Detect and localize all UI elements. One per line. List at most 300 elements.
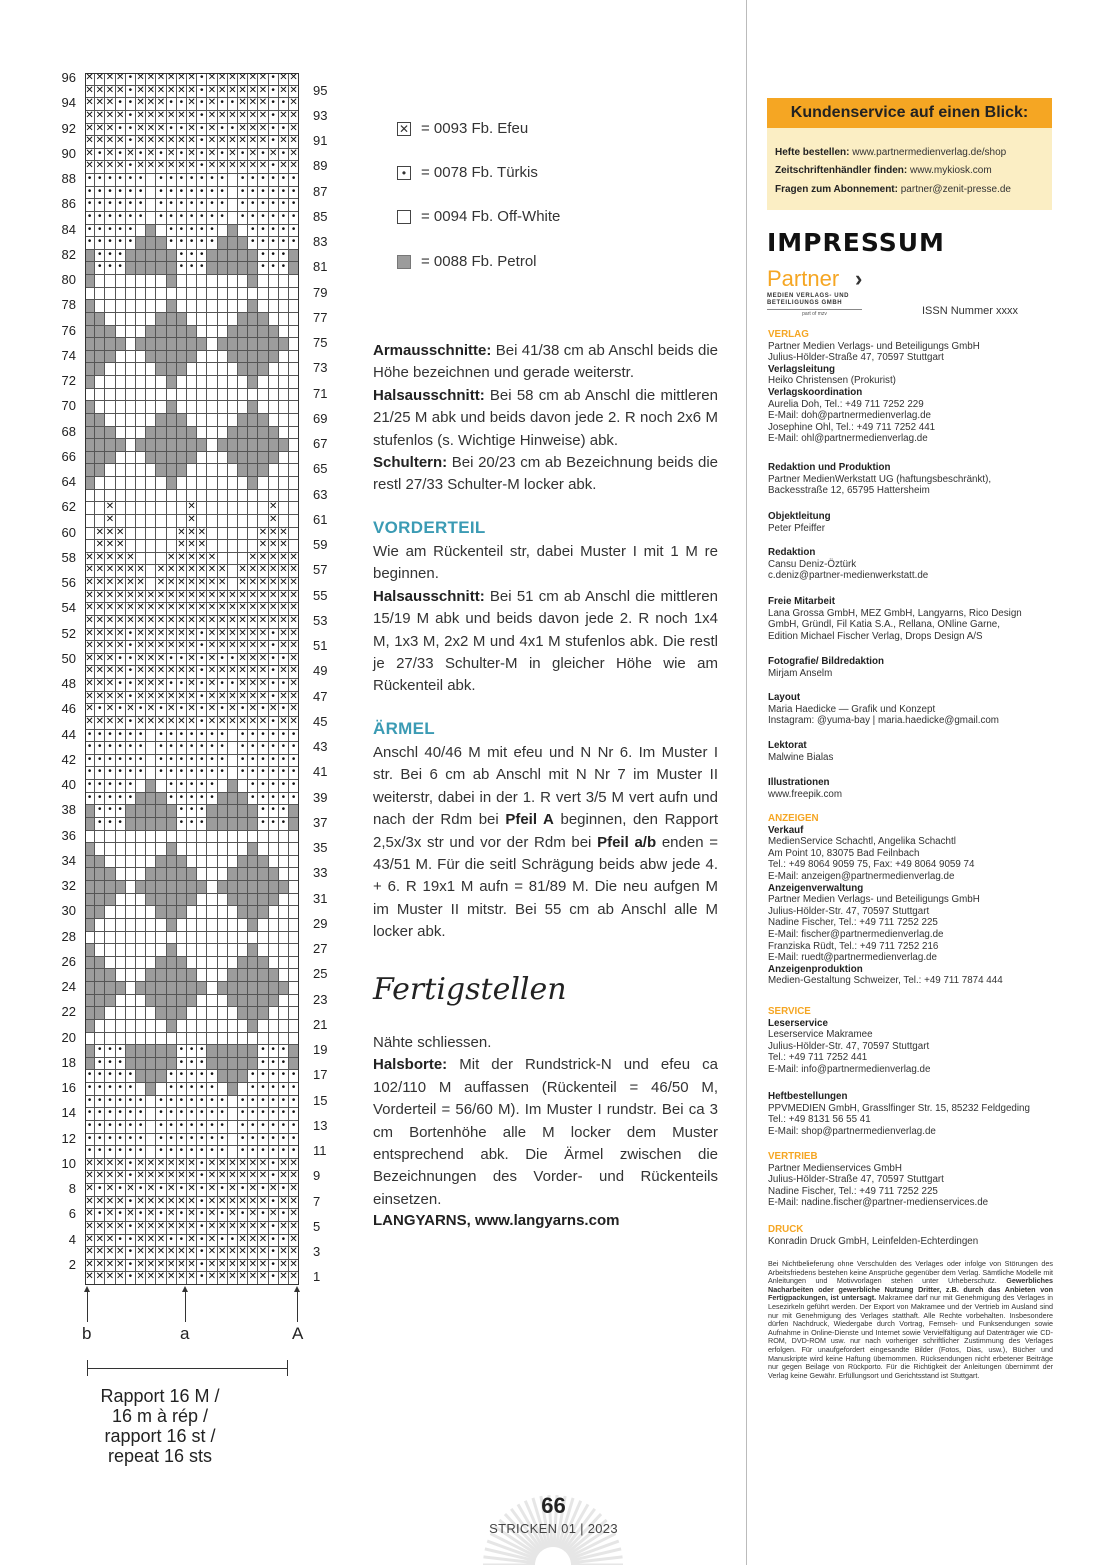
- chart-cell: •: [95, 730, 105, 743]
- chart-cell: [116, 1033, 126, 1046]
- chart-cell: [207, 439, 217, 452]
- row-number-left: 92: [61, 120, 76, 136]
- chart-cell: •: [156, 704, 166, 717]
- impressum-line: Edition Michael Fischer Verlag, Drops Design A/S: [768, 630, 983, 642]
- chart-cell: [228, 363, 238, 376]
- chart-cell: ✕: [156, 1260, 166, 1273]
- chart-cell: ✕: [197, 565, 207, 578]
- chart-cell: [177, 843, 187, 856]
- chart-cell: [85, 982, 95, 995]
- chart-cell: •: [95, 1045, 105, 1058]
- chart-cell: •: [177, 174, 187, 187]
- chart-cell: [146, 1083, 156, 1096]
- row-number-right: 47: [313, 688, 328, 704]
- chart-cell: •: [269, 767, 279, 780]
- chart-cell: •: [126, 641, 136, 654]
- repeat-label-line: repeat 16 sts: [107, 1446, 213, 1466]
- chart-cell: [136, 856, 146, 869]
- chart-cell: [238, 1033, 248, 1046]
- chart-cell: ✕: [207, 666, 217, 679]
- chart-cell: •: [269, 1222, 279, 1235]
- chart-cell: [136, 868, 146, 881]
- chart-cell: •: [95, 805, 105, 818]
- chart-cell: ✕: [248, 1235, 258, 1248]
- chart-cell: [136, 452, 146, 465]
- chart-cell: •: [116, 149, 126, 162]
- chart-cell: ✕: [248, 603, 258, 616]
- chart-cell: [228, 995, 238, 1008]
- chart-cell: [218, 881, 228, 894]
- chart-cell: [279, 995, 289, 1008]
- chart-cell: •: [187, 187, 197, 200]
- chart-cell: [238, 288, 248, 301]
- chart-cell: ✕: [187, 86, 197, 99]
- chart-cell: ✕: [95, 111, 105, 124]
- row-number-right: 83: [313, 234, 328, 250]
- row-number-left: 10: [61, 1155, 76, 1171]
- impressum-line: c.deniz@partner-medienwerkstatt.de: [768, 570, 929, 582]
- chart-cell: ✕: [279, 565, 289, 578]
- chart-cell: •: [238, 742, 248, 755]
- chart-cell: ✕: [105, 149, 115, 162]
- impressum-line[interactable]: E-Mail: info@partnermedienverlag.de: [768, 1063, 931, 1075]
- chart-cell: [146, 780, 156, 793]
- impressum-line[interactable]: E-Mail: ohl@partnermedienverlag.de: [768, 433, 928, 445]
- chart-cell: •: [116, 1134, 126, 1147]
- chart-cell: [95, 856, 105, 869]
- chart-cell: ✕: [136, 136, 146, 149]
- row-number-right: 51: [313, 638, 328, 654]
- chart-cell: [136, 237, 146, 250]
- row-number-left: 58: [61, 549, 76, 565]
- bracket-tick: [87, 1360, 88, 1376]
- chart-cell: •: [85, 1134, 95, 1147]
- disclaimer-part-c: Makramee darf nur mit Genehmigung des Verlages in Lesezirkeln geführt werden. Der Export von Makramee und der Vertrieb im Ausland sind nur mit Genehmigung des Verlages statthaft. Alle Rechte vorbehalten. Insbesondere dürfen Nachdruck, Wiedergabe durch Vortrag, Fernseh- und Funksendungen sowie Aufnahme in Online-Dienste und Internet sowie Vervielfältigung auf Datenträger wie CD-ROM, DVD-ROM usw. nur nach vorheriger schriftlicher Zustimmung des Verlages erfolgen. Für unaufgefordert eingesandte Bilder (Fotos, Dias, usw.), Bücher und Manuskripte wird keine Haftung übernommen. Rücksendungen nicht erbetener Beiträge nur gegen Beilage von Rückporto. Für die Richtigkeit der Anleitungen übernimmt der Verlag keine Gewähr. Erfüllungsort und Gerichtsstand ist Stuttgart.: [768, 1293, 1053, 1380]
- chart-cell: ✕: [238, 86, 248, 99]
- kundenservice-link[interactable]: partner@zenit-presse.de: [897, 184, 1011, 195]
- chart-cell: [126, 452, 136, 465]
- chart-cell: [126, 818, 136, 831]
- chart-cell: [85, 477, 95, 490]
- chart-cell: ✕: [136, 111, 146, 124]
- chart-cell: [289, 868, 299, 881]
- chart-cell: [197, 288, 207, 301]
- chart-cell: [207, 528, 217, 541]
- chart-cell: [146, 528, 156, 541]
- row-number-left: 84: [61, 221, 76, 237]
- chart-cell: ✕: [146, 1247, 156, 1260]
- chart-cell: [248, 363, 258, 376]
- chart-cell: [218, 843, 228, 856]
- chart-cell: •: [105, 187, 115, 200]
- chart-cell: ✕: [248, 591, 258, 604]
- chart-cell: •: [187, 805, 197, 818]
- impressum-line[interactable]: E-Mail: shop@partnermedienverlag.de: [768, 1125, 936, 1137]
- chart-cell: •: [258, 237, 268, 250]
- chart-cell: [228, 1096, 238, 1109]
- chart-cell: [156, 250, 166, 263]
- chart-cell: [167, 313, 177, 326]
- chart-cell: [279, 275, 289, 288]
- chart-cell: [95, 401, 105, 414]
- row-number-right: 49: [313, 663, 328, 679]
- chart-cell: •: [156, 730, 166, 743]
- chart-cell: [289, 1058, 299, 1071]
- chart-cell: [238, 793, 248, 806]
- chart-cell: [146, 831, 156, 844]
- impressum-line: Julius-Hölder-Straße 47, 70597 Stuttgart: [768, 1174, 944, 1186]
- chart-cell: [177, 439, 187, 452]
- kundenservice-link[interactable]: www.partnermedienverlag.de/shop: [849, 147, 1007, 158]
- chart-cell: ✕: [289, 161, 299, 174]
- chart-cell: [167, 969, 177, 982]
- chart-cell: [218, 982, 228, 995]
- chart-cell: •: [197, 1184, 207, 1197]
- chart-cell: ✕: [238, 1272, 248, 1285]
- chart-cell: ✕: [105, 616, 115, 629]
- impressum-line: Julius-Hölder-Str. 47, 70597 Stuttgart: [768, 1040, 930, 1052]
- chart-cell: •: [218, 742, 228, 755]
- chart-cell: ✕: [258, 565, 268, 578]
- chart-cell: ✕: [218, 1260, 228, 1273]
- chart-cell: [116, 389, 126, 402]
- chart-cell: •: [289, 793, 299, 806]
- chart-cell: ✕: [258, 98, 268, 111]
- arrow-b-line: [87, 1292, 88, 1322]
- chart-cell: [167, 894, 177, 907]
- chart-cell: [126, 540, 136, 553]
- vorderteil-heading: VORDERTEIL: [373, 518, 486, 537]
- chart-cell: [126, 856, 136, 869]
- chart-cell: •: [279, 818, 289, 831]
- chart-cell: •: [197, 199, 207, 212]
- chart-cell: ✕: [85, 86, 95, 99]
- chart-cell: ✕: [248, 86, 258, 99]
- chart-cell: [228, 338, 238, 351]
- chart-cell: [228, 199, 238, 212]
- chart-cell: [126, 894, 136, 907]
- chart-cell: ✕: [136, 565, 146, 578]
- chart-cell: [126, 843, 136, 856]
- chart-cell: [126, 515, 136, 528]
- chart-cell: ✕: [177, 717, 187, 730]
- chart-cell: [238, 275, 248, 288]
- chart-cell: •: [126, 1159, 136, 1172]
- chart-cell: •: [269, 250, 279, 263]
- chart-cell: •: [258, 212, 268, 225]
- chart-cell: ✕: [289, 1260, 299, 1273]
- chart-cell: •: [156, 212, 166, 225]
- chart-cell: [95, 326, 105, 339]
- chart-cell: [218, 464, 228, 477]
- impressum-block: [768, 1151, 1058, 1209]
- chart-cell: [289, 363, 299, 376]
- chart-cell: [218, 401, 228, 414]
- impressum-line: Leserservice Makramee: [768, 1029, 873, 1041]
- chart-cell: ✕: [116, 1247, 126, 1260]
- chart-cell: •: [116, 1096, 126, 1109]
- pfeil-a: Pfeil A: [505, 811, 554, 829]
- chart-cell: [116, 376, 126, 389]
- chart-cell: •: [187, 780, 197, 793]
- chart-cell: •: [136, 730, 146, 743]
- chart-cell: ✕: [218, 111, 228, 124]
- chart-cell: •: [207, 1146, 217, 1159]
- chart-cell: ✕: [85, 641, 95, 654]
- chart-cell: [248, 288, 258, 301]
- repeat-label: [60, 1386, 260, 1466]
- chart-cell: •: [187, 793, 197, 806]
- chart-cell: [269, 414, 279, 427]
- chart-cell: [289, 957, 299, 970]
- chart-cell: •: [116, 212, 126, 225]
- chart-cell: •: [197, 666, 207, 679]
- chart-cell: [279, 856, 289, 869]
- row-number-right: 15: [313, 1092, 328, 1108]
- chart-cell: •: [197, 654, 207, 667]
- chart-cell: ✕: [167, 1272, 177, 1285]
- chart-cell: ✕: [279, 616, 289, 629]
- chart-cell: ✕: [197, 591, 207, 604]
- chart-cell: [269, 944, 279, 957]
- chart-cell: •: [116, 679, 126, 692]
- chart-cell: [279, 843, 289, 856]
- chart-cell: [197, 300, 207, 313]
- chart-cell: •: [269, 805, 279, 818]
- chart-cell: •: [167, 1096, 177, 1109]
- chart-cell: ✕: [248, 717, 258, 730]
- chart-cell: •: [207, 755, 217, 768]
- chart-cell: [228, 982, 238, 995]
- chart-cell: [207, 818, 217, 831]
- chart-cell: [85, 363, 95, 376]
- chart-cell: [177, 376, 187, 389]
- chart-cell: •: [207, 225, 217, 238]
- chart-cell: •: [228, 124, 238, 137]
- chart-cell: ✕: [167, 136, 177, 149]
- chart-cell: ✕: [187, 1260, 197, 1273]
- chart-cell: ✕: [85, 666, 95, 679]
- chart-cell: [197, 502, 207, 515]
- chart-cell: ✕: [289, 111, 299, 124]
- chart-cell: [238, 439, 248, 452]
- chart-cell: ✕: [197, 616, 207, 629]
- chart-cell: [146, 212, 156, 225]
- impressum-line: Maria Haedicke — Grafik und Konzept: [768, 703, 936, 715]
- impressum-line: Tel.: +49 8064 9059 75, Fax: +49 8064 9059 74: [768, 859, 975, 871]
- chart-cell: [238, 464, 248, 477]
- impressum-line[interactable]: www.freepik.com: [768, 788, 843, 800]
- chart-cell: •: [156, 1096, 166, 1109]
- chart-cell: [167, 831, 177, 844]
- chart-cell: •: [248, 1108, 258, 1121]
- row-number-left: 22: [61, 1004, 76, 1020]
- chart-cell: •: [85, 174, 95, 187]
- chart-cell: [95, 439, 105, 452]
- chart-cell: ✕: [279, 1222, 289, 1235]
- chart-cell: ✕: [238, 1235, 248, 1248]
- chart-cell: [207, 313, 217, 326]
- chart-cell: ✕: [207, 603, 217, 616]
- chart-cell: ✕: [177, 136, 187, 149]
- chart-cell: ✕: [238, 565, 248, 578]
- chart-cell: ✕: [136, 1222, 146, 1235]
- chart-cell: ✕: [156, 161, 166, 174]
- chart-cell: [228, 767, 238, 780]
- impressum-line: Partner MedienWerkstatt UG (haftungsbeschränkt),: [768, 473, 992, 485]
- chart-cell: •: [116, 1209, 126, 1222]
- chart-cell: ✕: [177, 578, 187, 591]
- chart-cell: ✕: [279, 553, 289, 566]
- chart-cell: ✕: [289, 73, 299, 86]
- chart-cell: [95, 351, 105, 364]
- chart-cell: [187, 919, 197, 932]
- chart-cell: ✕: [156, 641, 166, 654]
- chart-cell: [177, 894, 187, 907]
- chart-cell: ✕: [156, 629, 166, 642]
- chart-cell: [258, 868, 268, 881]
- chart-cell: •: [167, 1146, 177, 1159]
- chart-cell: •: [105, 1108, 115, 1121]
- chart-cell: [289, 944, 299, 957]
- chart-cell: ✕: [238, 591, 248, 604]
- chart-cell: •: [116, 704, 126, 717]
- chart-cell: ✕: [85, 603, 95, 616]
- chart-cell: [126, 439, 136, 452]
- chart-cell: •: [136, 767, 146, 780]
- chart-cell: [156, 338, 166, 351]
- chart-cell: [156, 326, 166, 339]
- chart-cell: [156, 262, 166, 275]
- chart-cell: ✕: [248, 629, 258, 642]
- chart-cell: ✕: [177, 1159, 187, 1172]
- impressum-line: Konradin Druck GmbH, Leinfelden-Echterdingen: [768, 1235, 979, 1247]
- chart-cell: [248, 894, 258, 907]
- chart-cell: [95, 427, 105, 440]
- chart-cell: [146, 565, 156, 578]
- chart-cell: •: [116, 1045, 126, 1058]
- chart-cell: [126, 1058, 136, 1071]
- chart-cell: [95, 275, 105, 288]
- impressum-section-heading: DRUCK: [768, 1224, 804, 1235]
- chart-cell: ✕: [228, 704, 238, 717]
- chart-cell: •: [177, 780, 187, 793]
- row-number-left: 36: [61, 827, 76, 843]
- impressum-line[interactable]: E-Mail: nadine.fischer@partner-medienservices.de: [768, 1197, 989, 1209]
- chart-cell: ✕: [116, 666, 126, 679]
- chart-cell: •: [238, 1146, 248, 1159]
- chart-cell: •: [218, 704, 228, 717]
- chart-cell: ✕: [116, 540, 126, 553]
- rueckenteil-text: [373, 340, 718, 497]
- chart-cell: ✕: [238, 73, 248, 86]
- chart-cell: ✕: [146, 1260, 156, 1273]
- chart-cell: •: [269, 1058, 279, 1071]
- chart-cell: [95, 515, 105, 528]
- chart-cell: •: [197, 237, 207, 250]
- chart-cell: [126, 969, 136, 982]
- chart-cell: ✕: [289, 591, 299, 604]
- chart-cell: ✕: [248, 73, 258, 86]
- chart-cell: ✕: [95, 528, 105, 541]
- chart-cell: ✕: [258, 136, 268, 149]
- chart-cell: ✕: [105, 86, 115, 99]
- chart-cell: •: [167, 793, 177, 806]
- chart-cell: [248, 389, 258, 402]
- impressum-line[interactable]: E-Mail: anzeigen@partnermedienverlag.de: [768, 870, 955, 882]
- chart-cell: [269, 389, 279, 402]
- chart-cell: •: [126, 111, 136, 124]
- chart-cell: [156, 1007, 166, 1020]
- chart-cell: ✕: [177, 692, 187, 705]
- chart-cell: [167, 868, 177, 881]
- chart-cell: [207, 262, 217, 275]
- chart-cell: [279, 1020, 289, 1033]
- logo-subtitle: [767, 293, 849, 307]
- arrow-a-line: [185, 1292, 186, 1322]
- chart-cell: •: [136, 1209, 146, 1222]
- chart-cell: ✕: [146, 1197, 156, 1210]
- chart-cell: ✕: [248, 1171, 258, 1184]
- kundenservice-link[interactable]: www.mykiosk.com: [907, 165, 992, 176]
- chart-cell: [228, 894, 238, 907]
- chart-cell: [146, 338, 156, 351]
- chart-cell: [105, 1020, 115, 1033]
- chart-cell: [116, 969, 126, 982]
- chart-cell: ✕: [279, 692, 289, 705]
- chart-cell: [258, 275, 268, 288]
- chart-cell: ✕: [289, 641, 299, 654]
- chart-cell: •: [248, 237, 258, 250]
- chart-cell: ✕: [218, 1272, 228, 1285]
- chart-cell: •: [95, 704, 105, 717]
- chart-cell: •: [177, 1108, 187, 1121]
- chart-cell: ✕: [187, 1247, 197, 1260]
- chart-cell: [126, 528, 136, 541]
- chart-cell: ✕: [279, 1260, 289, 1273]
- chart-cell: [85, 1033, 95, 1046]
- chart-cell: [218, 1070, 228, 1083]
- arrow-up-icon: [182, 1286, 188, 1292]
- chart-cell: •: [269, 629, 279, 642]
- impressum-line[interactable]: E-Mail: doh@partnermedienverlag.de: [768, 410, 931, 422]
- chart-cell: ✕: [269, 553, 279, 566]
- chart-cell: [197, 464, 207, 477]
- row-number-right: 23: [313, 991, 328, 1007]
- chart-cell: [136, 881, 146, 894]
- chart-cell: ✕: [279, 1171, 289, 1184]
- chart-cell: [105, 831, 115, 844]
- impressum-line[interactable]: E-Mail: ruedt@partnermedienverlag.de: [768, 952, 937, 964]
- vhals-label: Halsausschnitt:: [373, 587, 485, 605]
- chart-cell: ✕: [146, 161, 156, 174]
- row-number-right: 59: [313, 537, 328, 553]
- chart-cell: ✕: [228, 1159, 238, 1172]
- chart-cell: ✕: [177, 565, 187, 578]
- chart-cell: •: [116, 187, 126, 200]
- chart-cell: •: [177, 704, 187, 717]
- impressum-block: [768, 777, 1058, 800]
- chart-cell: •: [279, 1184, 289, 1197]
- chart-cell: [105, 477, 115, 490]
- chart-cell: •: [156, 1184, 166, 1197]
- chart-cell: ✕: [258, 591, 268, 604]
- impressum-line[interactable]: E-Mail: fischer@partnermedienverlag.de: [768, 928, 944, 940]
- chart-cell: •: [85, 199, 95, 212]
- chart-cell: [156, 389, 166, 402]
- chart-cell: [279, 300, 289, 313]
- chart-cell: •: [126, 1096, 136, 1109]
